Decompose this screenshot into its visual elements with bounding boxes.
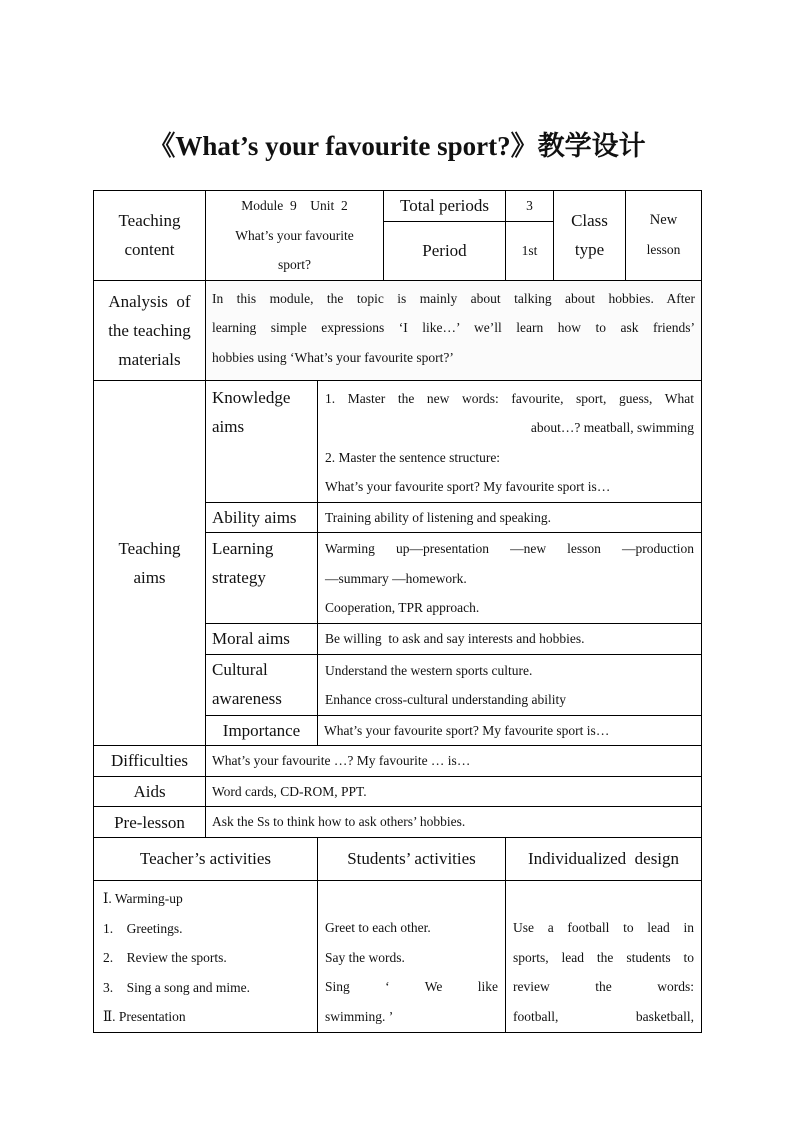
prelesson-text: Ask the Ss to think how to ask others’ hobbies.: [206, 807, 702, 838]
period-value: 1st: [506, 221, 554, 280]
teaching-aims-label-line: aims: [133, 567, 166, 587]
document-title: 《What’s your favourite sport?》教学设计: [148, 131, 646, 161]
total-periods-label: Total periods: [384, 191, 506, 222]
class-type-label-line: type: [574, 240, 605, 260]
strategy-line: Warming up—presentation —new lesson —production: [325, 541, 694, 556]
moral-aims-text: Be willing to ask and say interests and hobbies.: [318, 623, 702, 654]
period-label: Period: [384, 221, 506, 280]
knowledge-aims-label: [206, 380, 318, 502]
difficulties-label: Difficulties: [94, 746, 206, 777]
analysis-label-line: materials: [118, 349, 181, 369]
class-type-value: [626, 191, 702, 281]
module-line: sport?: [278, 257, 311, 272]
analysis-label-line: Analysis of: [108, 291, 191, 311]
ability-aims-label: Ability aims: [206, 502, 318, 533]
students-activities-cell: [318, 881, 506, 1033]
learning-strategy-label-line: strategy: [212, 568, 266, 587]
importance-label: Importance: [206, 715, 318, 746]
knowledge-aims-label-line: aims: [212, 416, 245, 436]
aids-label: Aids: [94, 776, 206, 807]
class-type-value-line: lesson: [646, 242, 681, 258]
teacher-activity-line: 3. Sing a song and mime.: [103, 979, 250, 995]
analysis-text: [206, 280, 702, 380]
teaching-content-label-line: Teaching: [118, 211, 181, 231]
knowledge-aims-text: [318, 380, 702, 502]
teacher-activities-cell: [94, 881, 318, 1033]
analysis-line: hobbies using ‘What’s your favourite sport?’: [212, 349, 454, 365]
teaching-content-label: [94, 191, 206, 281]
teacher-activity-line: 2. Review the sports.: [103, 950, 227, 965]
individualized-design-cell: [506, 881, 702, 1033]
analysis-label-line: the teaching: [108, 320, 191, 340]
cultural-awareness-label: [206, 654, 318, 715]
learning-strategy-label: [206, 533, 318, 624]
class-type-label-line: Class: [571, 211, 608, 231]
design-line: Use a football to lead in: [513, 920, 694, 935]
learning-strategy-text: [318, 533, 702, 624]
total-periods-value: 3: [506, 191, 554, 222]
teacher-activity-line: 1. Greetings.: [103, 920, 183, 936]
knowledge-line: 2. Master the sentence structure:: [325, 449, 501, 465]
learning-strategy-label-line: Learning: [212, 539, 274, 558]
class-type-label: [554, 191, 626, 281]
analysis-line: learning simple expressions ‘I like…’ we’ll learn how to ask friends’: [212, 320, 695, 335]
cultural-line: Enhance cross-cultural understanding ability: [325, 692, 567, 707]
cultural-awareness-text: [318, 654, 702, 715]
student-activity-line: Sing ‘ We like: [325, 979, 498, 994]
prelesson-label: Pre-lesson: [94, 807, 206, 838]
teacher-activity-line: Ⅱ. Presentation: [103, 1009, 186, 1024]
class-type-value-line: New: [649, 211, 678, 228]
ability-aims-text: Training ability of listening and speaking.: [318, 502, 702, 533]
strategy-line: Cooperation, TPR approach.: [325, 600, 480, 615]
analysis-line: In this module, the topic is mainly about talking about hobbies. After: [212, 290, 695, 306]
student-activity-line: swimming. ’: [325, 1008, 394, 1024]
knowledge-line: What’s your favourite sport? My favourite sport is…: [325, 479, 611, 494]
cultural-awareness-label-line: Cultural: [212, 659, 268, 679]
analysis-label: [94, 280, 206, 380]
teacher-activity-line: Ⅰ. Warming-up: [103, 891, 183, 906]
individualized-design-header: Individualized design: [506, 838, 702, 881]
difficulties-text: What’s your favourite …? My favourite … is…: [206, 746, 702, 777]
knowledge-aims-label-line: Knowledge: [212, 387, 291, 407]
knowledge-line: about…? meatball, swimming: [530, 420, 694, 435]
cultural-line: Understand the western sports culture.: [325, 662, 533, 678]
strategy-line: —summary —homework.: [325, 570, 467, 586]
cultural-awareness-label-line: awareness: [212, 688, 282, 708]
importance-text: What’s your favourite sport? My favourite sport is…: [318, 715, 702, 746]
module-cell: [206, 191, 384, 281]
design-line: sports, lead the students to: [513, 949, 694, 965]
moral-aims-label: Moral aims: [206, 623, 318, 654]
knowledge-line: 1. Master the new words: favourite, sport, guess, What: [325, 390, 694, 406]
design-line: review the words:: [513, 979, 694, 994]
lesson-plan-table: [93, 190, 702, 1033]
teaching-aims-label: [94, 380, 206, 746]
design-line: football, basketball,: [513, 1008, 694, 1024]
module-line: Module 9 Unit 2: [241, 198, 348, 213]
teaching-aims-label-line: Teaching: [118, 538, 181, 558]
module-line: What’s your favourite: [235, 227, 354, 243]
aids-text: Word cards, CD-ROM, PPT.: [206, 776, 702, 807]
student-activity-line: Greet to each other.: [325, 920, 431, 935]
student-activity-line: Say the words.: [325, 949, 405, 965]
teacher-activities-header: Teacher’s activities: [94, 838, 318, 881]
students-activities-header: Students’ activities: [318, 838, 506, 881]
teaching-content-label-line: content: [124, 240, 175, 260]
